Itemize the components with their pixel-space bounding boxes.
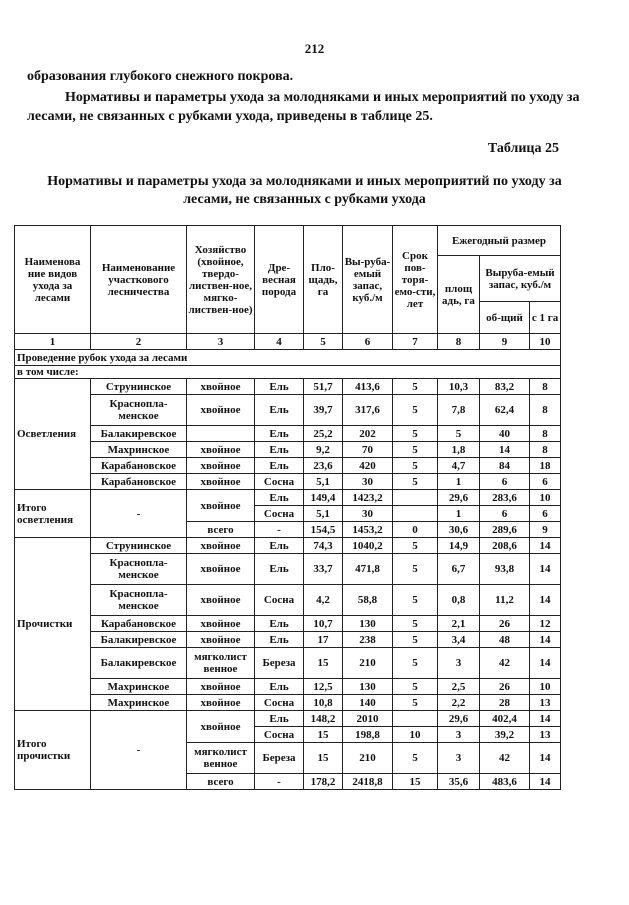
- table-cell: 5: [438, 426, 480, 442]
- table-cell: 28: [480, 695, 530, 711]
- table-cell: 5: [393, 695, 438, 711]
- table-cell: 0,8: [438, 585, 480, 616]
- table-cell: 9,2: [304, 442, 343, 458]
- header-type: Наименова ние видов ухода за лесами: [15, 226, 91, 334]
- table-cell: 42: [480, 648, 530, 679]
- district-name: Струнинское: [91, 538, 187, 554]
- district-name: Махринское: [91, 695, 187, 711]
- table-cell: 10,7: [304, 616, 343, 632]
- table-cell: 5: [393, 442, 438, 458]
- table-cell: Сосна: [255, 474, 304, 490]
- table-cell: 8: [530, 442, 561, 458]
- table-cell: хвойное: [187, 616, 255, 632]
- header-annual-area: площ адь, га: [438, 256, 480, 334]
- header-annual-volume: Выруба-емый запас, куб./м: [480, 256, 561, 302]
- table-cell: 14,9: [438, 538, 480, 554]
- table-cell: 148,2: [304, 711, 343, 727]
- table-cell: хвойное: [187, 632, 255, 648]
- table-cell: 5: [393, 379, 438, 395]
- table-cell: 5: [393, 648, 438, 679]
- table-cell: 1040,2: [343, 538, 393, 554]
- table-cell: -: [255, 774, 304, 790]
- table-cell: 70: [343, 442, 393, 458]
- table-cell: 13: [530, 727, 561, 743]
- table-cell: 48: [480, 632, 530, 648]
- district-name: Струнинское: [91, 379, 187, 395]
- table-row: [15, 395, 561, 426]
- table-cell: 198,8: [343, 727, 393, 743]
- total-all-label: всего: [187, 774, 255, 790]
- table-cell: Ель: [255, 395, 304, 426]
- table-cell: 238: [343, 632, 393, 648]
- table-row: [15, 632, 561, 648]
- care-type-name: Осветления: [15, 379, 91, 490]
- table-cell: хвойное: [187, 379, 255, 395]
- table-cell: хвойное: [187, 585, 255, 616]
- column-number: 10: [530, 334, 561, 350]
- column-number: 8: [438, 334, 480, 350]
- table-cell: 8: [530, 379, 561, 395]
- table-cell: 130: [343, 679, 393, 695]
- table-cell: 35,6: [438, 774, 480, 790]
- table-cell: хвойное: [187, 442, 255, 458]
- table-cell: 5: [393, 679, 438, 695]
- table-cell: 30,6: [438, 522, 480, 538]
- table-cell: хвойное: [187, 538, 255, 554]
- table-cell: 12: [530, 616, 561, 632]
- table-cell: 2418,8: [343, 774, 393, 790]
- table-cell: [393, 711, 438, 727]
- table-cell: 317,6: [343, 395, 393, 426]
- column-number: 3: [187, 334, 255, 350]
- table-row: [15, 585, 561, 616]
- intro-paragraph: Нормативы и параметры ухода за молодняками и иных мероприятий по уходу за лесами, не связанных с рубками ухода, приведены в таблице 25.: [27, 90, 580, 124]
- table-row: [15, 711, 561, 727]
- table-cell: Ель: [255, 442, 304, 458]
- table-cell: мягколист венное: [187, 743, 255, 774]
- table-cell: 26: [480, 616, 530, 632]
- table-cell: 413,6: [343, 379, 393, 395]
- table-cell: 210: [343, 648, 393, 679]
- table-cell: -: [255, 522, 304, 538]
- table-cell: Сосна: [255, 585, 304, 616]
- table-cell: 210: [343, 743, 393, 774]
- table-cell: Береза: [255, 648, 304, 679]
- table-cell: 6: [480, 506, 530, 522]
- table-cell: 1,8: [438, 442, 480, 458]
- table-cell: 5,1: [304, 506, 343, 522]
- header-annual-volume-per-ha: с 1 га: [530, 302, 561, 334]
- table-cell: 83,2: [480, 379, 530, 395]
- table-cell: 5: [393, 632, 438, 648]
- column-numbers-row: [15, 334, 561, 350]
- header-period: Срок пов-торя-емо-сти, лет: [393, 226, 438, 334]
- table-cell: Ель: [255, 458, 304, 474]
- table-cell: 0: [393, 522, 438, 538]
- district-name: Карабановское: [91, 616, 187, 632]
- table-row: [15, 538, 561, 554]
- table-cell: 17: [304, 632, 343, 648]
- table-cell: 3,4: [438, 632, 480, 648]
- table-cell: 3: [438, 743, 480, 774]
- table-row: [15, 426, 561, 442]
- table-cell: 13: [530, 695, 561, 711]
- district-name: Балакиревское: [91, 426, 187, 442]
- table-cell: хвойное: [187, 395, 255, 426]
- table-cell: 23,6: [304, 458, 343, 474]
- table-cell: 15: [304, 743, 343, 774]
- table-cell: 2,5: [438, 679, 480, 695]
- table-cell: мягколист венное: [187, 648, 255, 679]
- table-cell: хвойное: [187, 695, 255, 711]
- table-cell: 9: [530, 522, 561, 538]
- table-cell: 84: [480, 458, 530, 474]
- table-cell: 6: [530, 474, 561, 490]
- table-cell: хвойное: [187, 711, 255, 743]
- table-cell: хвойное: [187, 458, 255, 474]
- table-cell: 3: [438, 727, 480, 743]
- table-cell: Ель: [255, 632, 304, 648]
- table-cell: 39,7: [304, 395, 343, 426]
- district-name: Махринское: [91, 679, 187, 695]
- table-cell: 178,2: [304, 774, 343, 790]
- table-row: [15, 679, 561, 695]
- table-cell: Береза: [255, 743, 304, 774]
- table-cell: 15: [304, 727, 343, 743]
- table-cell: 140: [343, 695, 393, 711]
- table-cell: 402,4: [480, 711, 530, 727]
- table-cell: 15: [393, 774, 438, 790]
- table-cell: 18: [530, 458, 561, 474]
- table-cell: -: [91, 490, 187, 538]
- table-cell: 30: [343, 506, 393, 522]
- table-row: [15, 648, 561, 679]
- district-name: Карабановское: [91, 474, 187, 490]
- district-name: Краснопла-менское: [91, 585, 187, 616]
- table-cell: 74,3: [304, 538, 343, 554]
- table-cell: 10,8: [304, 695, 343, 711]
- table-cell: 10: [393, 727, 438, 743]
- table-cell: 6: [480, 474, 530, 490]
- table-cell: 14: [530, 585, 561, 616]
- table-cell: 208,6: [480, 538, 530, 554]
- column-number: 1: [15, 334, 91, 350]
- table-cell: 2,1: [438, 616, 480, 632]
- table-cell: 202: [343, 426, 393, 442]
- table-cell: -: [91, 711, 187, 790]
- table-cell: 289,6: [480, 522, 530, 538]
- table-cell: 12,5: [304, 679, 343, 695]
- header-annual-volume-total: об-щий: [480, 302, 530, 334]
- header-annual: Ежегодный размер: [438, 226, 561, 256]
- norms-table: [14, 225, 561, 790]
- table-cell: хвойное: [187, 679, 255, 695]
- table-cell: 4,2: [304, 585, 343, 616]
- table-cell: 93,8: [480, 554, 530, 585]
- table-cell: 40: [480, 426, 530, 442]
- table-cell: 14: [530, 648, 561, 679]
- table-cell: 5,1: [304, 474, 343, 490]
- section-subtitle: в том числе:: [15, 366, 561, 379]
- table-cell: 10: [530, 679, 561, 695]
- table-row: [15, 458, 561, 474]
- table-cell: 483,6: [480, 774, 530, 790]
- table-row: [15, 379, 561, 395]
- district-name: Краснопла-менское: [91, 554, 187, 585]
- table-cell: 8: [530, 395, 561, 426]
- header-species: Дре-весная порода: [255, 226, 304, 334]
- table-row: [15, 695, 561, 711]
- table-cell: Ель: [255, 711, 304, 727]
- district-name: Карабановское: [91, 458, 187, 474]
- table-cell: [187, 426, 255, 442]
- total-all-label: всего: [187, 522, 255, 538]
- intro-line-1: образования глубокого снежного покрова.: [27, 69, 294, 84]
- table-cell: 4,7: [438, 458, 480, 474]
- district-name: Балакиревское: [91, 632, 187, 648]
- table-cell: 26: [480, 679, 530, 695]
- table-cell: 58,8: [343, 585, 393, 616]
- table-cell: Ель: [255, 616, 304, 632]
- table-cell: 30: [343, 474, 393, 490]
- table-cell: 15: [304, 648, 343, 679]
- table-cell: 1423,2: [343, 490, 393, 506]
- page-number: 212: [304, 41, 325, 56]
- table-title: Нормативы и параметры ухода за молодняками и иных мероприятий по уходу за лесами, не связанных с рубками ухода: [47, 174, 562, 207]
- district-name: Балакиревское: [91, 648, 187, 679]
- table-cell: 6: [530, 506, 561, 522]
- table-cell: 5: [393, 585, 438, 616]
- table-cell: Ель: [255, 426, 304, 442]
- table-cell: 130: [343, 616, 393, 632]
- column-number: 7: [393, 334, 438, 350]
- table-cell: 5: [393, 395, 438, 426]
- column-number: 6: [343, 334, 393, 350]
- table-row: [15, 490, 561, 506]
- table-cell: 5: [393, 538, 438, 554]
- table-cell: 471,8: [343, 554, 393, 585]
- table-cell: 25,2: [304, 426, 343, 442]
- table-cell: 3: [438, 648, 480, 679]
- table-cell: хвойное: [187, 490, 255, 522]
- table-cell: 1: [438, 474, 480, 490]
- table-cell: 5: [393, 743, 438, 774]
- table-cell: 5: [393, 554, 438, 585]
- table-cell: 8: [530, 426, 561, 442]
- table-row: [15, 474, 561, 490]
- table-cell: 1453,2: [343, 522, 393, 538]
- table-cell: 2,2: [438, 695, 480, 711]
- table-cell: 154,5: [304, 522, 343, 538]
- header-volume: Вы-руба-емый запас, куб./м: [343, 226, 393, 334]
- table-cell: 5: [393, 458, 438, 474]
- table-cell: [393, 506, 438, 522]
- table-cell: Сосна: [255, 506, 304, 522]
- table-cell: 2010: [343, 711, 393, 727]
- table-cell: 14: [530, 774, 561, 790]
- table-cell: 5: [393, 426, 438, 442]
- table-cell: 149,4: [304, 490, 343, 506]
- table-cell: Сосна: [255, 695, 304, 711]
- table-cell: 10: [530, 490, 561, 506]
- table-cell: 14: [530, 711, 561, 727]
- table-cell: 14: [530, 554, 561, 585]
- column-number: 5: [304, 334, 343, 350]
- column-number: 2: [91, 334, 187, 350]
- table-row: [15, 616, 561, 632]
- district-name: Махринское: [91, 442, 187, 458]
- header-district: Наименование участкового лесничества: [91, 226, 187, 334]
- table-row: [15, 442, 561, 458]
- table-cell: 51,7: [304, 379, 343, 395]
- table-label: Таблица 25: [487, 141, 559, 156]
- table-cell: 6,7: [438, 554, 480, 585]
- table-cell: 14: [480, 442, 530, 458]
- table-cell: 62,4: [480, 395, 530, 426]
- table-cell: 420: [343, 458, 393, 474]
- table-cell: Ель: [255, 538, 304, 554]
- table-row: [15, 554, 561, 585]
- total-label: Итого прочистки: [15, 711, 91, 790]
- table-cell: Сосна: [255, 727, 304, 743]
- table-cell: хвойное: [187, 474, 255, 490]
- table-cell: [393, 490, 438, 506]
- care-type-name: Прочистки: [15, 538, 91, 711]
- table-cell: 5: [393, 474, 438, 490]
- table-cell: 29,6: [438, 711, 480, 727]
- table-cell: 7,8: [438, 395, 480, 426]
- table-cell: 42: [480, 743, 530, 774]
- header-farm: Хозяйство (хвойное, твердо-листвен-ное, мягко-листвен-ное): [187, 226, 255, 334]
- section-title: Проведение рубок ухода за лесами: [15, 350, 561, 366]
- column-number: 9: [480, 334, 530, 350]
- table-cell: Ель: [255, 490, 304, 506]
- table-cell: 14: [530, 632, 561, 648]
- column-number: 4: [255, 334, 304, 350]
- table-cell: 10,3: [438, 379, 480, 395]
- header-area: Пло-щадь, га: [304, 226, 343, 334]
- table-cell: Ель: [255, 379, 304, 395]
- table-cell: 14: [530, 743, 561, 774]
- table-cell: 283,6: [480, 490, 530, 506]
- table-cell: 14: [530, 538, 561, 554]
- table-cell: 5: [393, 616, 438, 632]
- table-cell: Ель: [255, 679, 304, 695]
- total-label: Итого осветления: [15, 490, 91, 538]
- district-name: Краснопла-менское: [91, 395, 187, 426]
- table-cell: Ель: [255, 554, 304, 585]
- table-cell: 33,7: [304, 554, 343, 585]
- table-cell: 39,2: [480, 727, 530, 743]
- table-cell: 1: [438, 506, 480, 522]
- table-cell: 29,6: [438, 490, 480, 506]
- table-cell: хвойное: [187, 554, 255, 585]
- table-cell: 11,2: [480, 585, 530, 616]
